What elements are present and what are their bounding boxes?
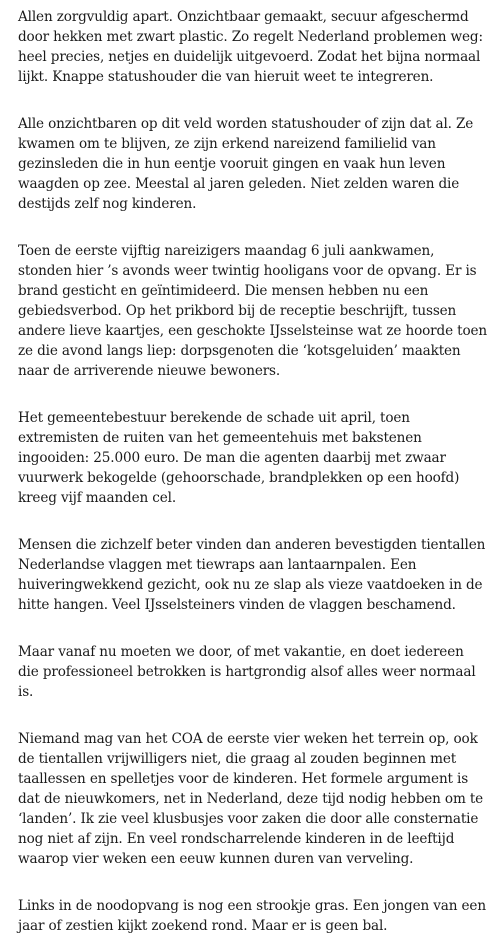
paragraph-2: Alle onzichtbaren op dit veld worden statushouder of zijn dat al. Ze kwamen om te blijven, ze zijn erkend nareizend familielid van gezinsleden die in hun eentje vooruit gingen en vaak hun leven waagden op zee. Meestal al jaren geleden. Niet zelden waren die destijds zelf nog kinderen.	[18, 116, 474, 212]
paragraph-8: Links in de noodopvang is nog een strookje gras. Een jongen van een jaar of zestien kijkt zoekend rond. Maar er is geen bal.	[18, 898, 486, 934]
paragraph-1: Allen zorgvuldig apart. Onzichtbaar gemaakt, secuur afgeschermd door hekken met zwart plastic. Zo regelt Nederland problemen weg: heel precies, netjes en duidelijk uitgevoerd. Zodat het bijna normaal lijkt. Knappe statushouder die van hieruit weet te integreren.	[18, 9, 483, 85]
paragraph-6: Maar vanaf nu moeten we door, of met vakantie, en doet iedereen die professioneel betrokken is hartgrondig alsof alles weer normaal is.	[18, 644, 476, 700]
article-body	[18, 7, 488, 936]
paragraph-4: Het gemeentebestuur berekende de schade uit april, toen extremisten de ruiten van het gemeentehuis met bakstenen ingooiden: 25.000 euro. De man die agenten daarbij met zwaar vuurwerk bekogelde (gehoorschade, brandplekken op een hoofd) kreeg vijf maanden cel.	[18, 410, 460, 506]
paragraph-5: Mensen die zichzelf beter vinden dan anderen bevestigden tientallen Nederlandse vlaggen met tiewraps aan lantaarnpalen. Een huiveringwekkend gezicht, ook nu ze slap als vieze vaatdoeken in de hitte hangen. Veel IJsselsteiners vinden de vlaggen beschamend.	[18, 537, 486, 613]
paragraph-3: Toen de eerste vijftig nareizigers maandag 6 juli aankwamen, stonden hier ’s avonds weer twintig hooligans voor de opvang. Er is brand gesticht en geïntimideerd. Die mensen hebben nu een gebiedsverbod. Op het prikbord bij de receptie beschrijft, tussen andere lieve kaartjes, een geschokte IJsselsteinse wat ze hoorde toen ze die avond langs liep: dorpsgenoten die ‘kotsgeluiden’ maakten naar de arriverende nieuwe bewoners.	[18, 243, 487, 379]
paragraph-7: Niemand mag van het COA de eerste vier weken het terrein op, ook de tientallen vrijwilligers niet, die graag al zouden beginnen met taallessen en spelletjes voor de kinderen. Het formele argument is dat de nieuwkomers, net in Nederland, deze tijd nodig hebben om te ‘landen’. Ik zie veel klusbusjes voor zaken die door alle consternatie nog niet af zijn. En veel rondscharrelende kinderen in de leeftijd waarop vier weken een eeuw kunnen duren van verveling.	[18, 731, 484, 867]
